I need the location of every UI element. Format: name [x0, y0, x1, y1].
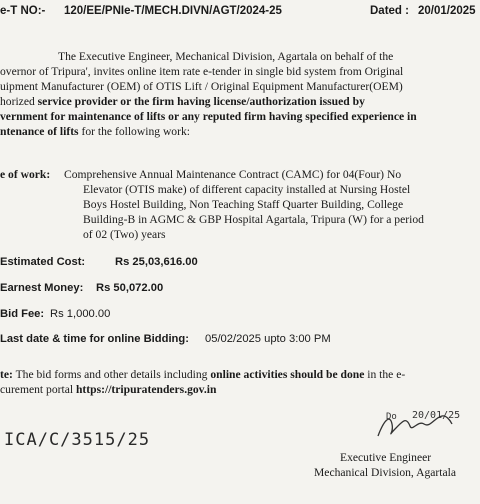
intro-line-6-rest: for the following work:	[78, 125, 190, 138]
work-line-5: of 02 (Two) years	[83, 228, 166, 241]
portal-url: https://tripuratenders.gov.in	[75, 383, 217, 396]
ref-label: e-T NO:-	[0, 5, 46, 17]
note-line-2	[0, 383, 216, 398]
intro-line-4-bold: service provider or the firm having license/authorization issued by	[37, 95, 365, 108]
work-label: e of work:	[0, 168, 51, 181]
handwritten-sign-date: 20/01/25	[412, 410, 461, 421]
note-text-portal: curement portal	[0, 383, 76, 396]
work-line-4: Building-B in AGMC & GBP Hospital Agartala, Tripura (W) for a period	[83, 213, 424, 226]
work-line-1: Comprehensive Annual Maintenance Contract (CAMC) for 04(Four) No	[64, 168, 402, 181]
handwritten-ref: ICA/C/3515/25	[4, 430, 151, 450]
ref-number: 120/EE/PNIe-T/MECH.DIVN/AGT/2024-25	[64, 5, 282, 17]
note-label: te:	[0, 368, 13, 381]
bid-fee-label: Bid Fee:	[0, 308, 45, 320]
estimated-cost-label: Estimated Cost:	[0, 256, 86, 268]
signatory-title: Executive Engineer	[340, 451, 432, 464]
handwritten-sign-mark: Do	[386, 412, 397, 422]
intro-line-1: The Executive Engineer, Mechanical Division, Agartala on behalf of the	[58, 50, 394, 63]
note-text-bold: online activities should be done	[210, 368, 365, 381]
earnest-money-label: Earnest Money:	[0, 282, 84, 294]
intro-line-2: overnor of Tripura', invites online item rate e-tender in single bid system from Original	[0, 65, 404, 78]
intro-line-4	[0, 95, 365, 110]
note-text-a: The bid forms and other details including	[15, 368, 211, 381]
bid-fee-value: Rs 1,000.00	[50, 308, 111, 320]
intro-line-4-start: horized	[0, 95, 38, 108]
signature-scribble-icon	[372, 402, 456, 444]
intro-line-6-bold: ntenance of lifts	[0, 125, 79, 138]
date-label: Dated :	[370, 5, 409, 17]
work-line-2: Elevator (OTIS make) of different capacity installed at Nursing Hostel	[83, 183, 411, 196]
date-value: 20/01/2025	[418, 5, 476, 17]
intro-line-6	[0, 125, 190, 140]
earnest-money-value: Rs 50,072.00	[96, 282, 164, 294]
estimated-cost-value: Rs 25,03,616.00	[115, 256, 198, 268]
signatory-division: Mechanical Division, Agartala	[314, 466, 456, 479]
note-line-1	[0, 368, 405, 383]
note-text-c: in the e-	[364, 368, 406, 381]
last-date-value: 05/02/2025 upto 3:00 PM	[205, 333, 331, 345]
work-line-3: Boys Hostel Building, Non Teaching Staff Quarter Building, College	[83, 198, 404, 211]
last-date-label: Last date & time for online Bidding:	[0, 333, 189, 345]
intro-line-5: vernment for maintenance of lifts or any reputed firm having specified experience in	[0, 110, 417, 123]
intro-line-3: uipment Manufacturer (OEM) of OTIS Lift / Original Equipment Manufacturer(OEM)	[0, 80, 403, 93]
